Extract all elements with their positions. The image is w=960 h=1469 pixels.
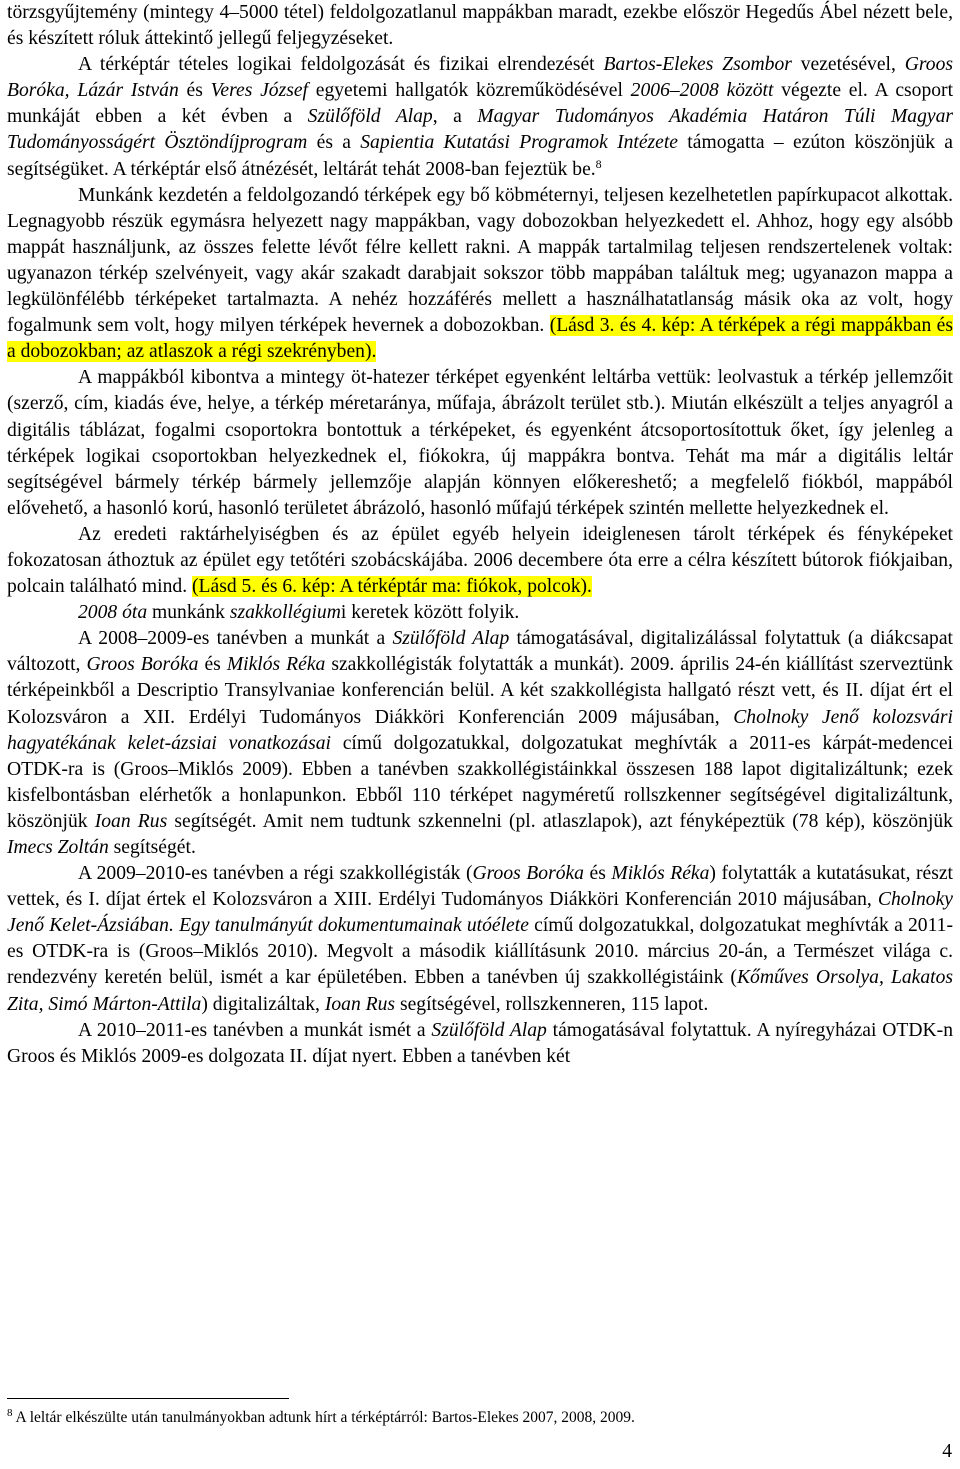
italic-text: Sapientia Kutatási Programok Intézete xyxy=(360,132,679,154)
italic-text: Ioan Rus xyxy=(324,993,396,1015)
italic-text: Magyar Tudományos Akadémia Határon Túli Magyar Tudományosságért Ösztöndíjprogram xyxy=(7,106,954,154)
text-run: egyetemi hallgatók közreműködésével xyxy=(307,80,631,102)
text-run: segítségét. Amit nem tudtunk szkennelni (pl. atlaszlapok), azt fényképeztük (78 kép), köszönjük xyxy=(167,810,953,832)
text-run: végezte el. A csoport munkáját ebben a két évben a xyxy=(7,80,954,128)
body-text xyxy=(7,0,953,1070)
text-run: és xyxy=(198,654,227,676)
italic-text: 2006–2008 között xyxy=(630,80,774,102)
footnote-number: 8 xyxy=(7,1407,13,1419)
highlighted-text: (Lásd 5. és 6. kép: A térképtár ma: fiókok, polcok). xyxy=(192,576,592,598)
text-run: támogatásával folytattuk. A nyíregyházai OTDK-n Groos és Miklós 2009-es dolgozata II. díjat nyert. Ebben a tanévben két xyxy=(7,1019,953,1067)
text-run: Munkánk kezdetén a feldolgozandó térképek egy bő köbméternyi, teljesen kezelhetetlen papírkupacot alkottak. Legnagyobb részük egymásra helyezett nagy mappákban, vagy dobozokban helyezkedett el. Ahhoz, hogy egy alsóbb mappát használjunk, az összes felette lévőt félre kellett rakni. A mappák tartalmilag teljesen rendszertelenek voltak: ugyanazon térkép szelvényeit, vagy akár szakadt darabjait sokszor több mappában találtuk meg; ugyanazon mappa a legkülönfélébb térképeket tartalmazta. A nehéz hozzáférés mellett a használhatatlanság másik oka az volt, hogy fogalmunk sem volt, hogy milyen térképek hevernek a dobozokban. xyxy=(7,184,953,337)
paragraph xyxy=(7,183,953,366)
paragraph xyxy=(7,1018,953,1070)
italic-text: Kőműves Orsolya, Lakatos Zita, Simó Márton-Attila xyxy=(7,967,953,1015)
italic-text: Imecs Zoltán xyxy=(7,837,109,858)
text-run: törzsgyűjtemény (mintegy 4–5000 tétel) feldolgozatlanul mappákban maradt, ezekbe először Hegedűs Ábel nézett bele, és készített róluk áttekintő jellegű feljegyzéseket. xyxy=(7,2,953,50)
text-run: A térképtár tételes logikai feldolgozását és fizikai elrendezését xyxy=(78,54,604,76)
paragraph xyxy=(7,861,953,1018)
italic-text: Miklós Réka xyxy=(226,654,326,676)
italic-text: Szülőföld Alap xyxy=(431,1019,547,1041)
italic-text: Miklós Réka xyxy=(611,863,710,885)
italic-text: Groos Boróka, Lázár István xyxy=(7,54,954,102)
italic-text: Groos Boróka xyxy=(86,654,199,676)
text-run: szakkollégisták folytatták a munkát). 2009. április 24-én kiállítást szerveztünk térképeinkből a Descriptio Transylvaniae konferencián belül. A két szakkollégista hallgató részt vett, és II. díjat ért el Kolozsváron a XII. Erdélyi Tudományos Diákköri Konferencián 2009 májusában, xyxy=(7,654,954,728)
text-run: Az eredeti raktárhelyiségben és az épület egyéb helyein ideiglenesen tárolt térképek és fényképeket fokozatosan áthoztuk az épület egy tetőtéri szobácskájába. 2006 decembere óta erre a célra készített bútorok fiókjaiban, polcain található mind. xyxy=(7,523,953,598)
paragraph xyxy=(7,626,953,861)
footnote-reference: 8 xyxy=(595,156,602,171)
italic-text: Szülőföld Alap xyxy=(392,628,510,650)
paragraph xyxy=(7,522,953,600)
page-number: 4 xyxy=(942,1441,952,1462)
text-run: munkánk xyxy=(147,602,230,624)
footnote-separator xyxy=(7,1398,289,1399)
text-run: vezetésével, xyxy=(791,54,905,76)
text-run: és xyxy=(583,863,612,885)
text-run: című dolgozatukkal, dolgozatukat meghívták a 2011-es kárpát-medencei OTDK-ra is (Groos–Miklós 2009). Ebben a tanévben szakkollégistáinkkal összesen 188 lapot digitalizáltunk; ezek kisfelbontásban elérhetők a honlapunkon. Ebből 110 térképet nagyméretű rollszkenner segítségével digitalizáltunk, köszönjük xyxy=(7,732,953,832)
footnote xyxy=(7,1408,953,1428)
text-run: támogatta – ezúton köszönjük a segítségüket. A térképtár első átnézését, leltárát tehát 2008-ban fejeztük be. xyxy=(7,132,954,180)
italic-text: 2008 óta xyxy=(78,602,148,624)
text-run: segítségével, rollszkenneren, 115 lapot. xyxy=(395,993,709,1015)
text-run: A mappákból kibontva a mintegy öt-hatezer térképet egyenként leltárba vettük: leolvastuk a térkép jellemzőit (szerző, cím, kiadás éve, helye, a térkép méretaránya, műfaja, ábrázolt terület stb.). Miután elkészült a teljes anyagról a digitális táblázat, fogalmi csoportokra bontottuk a térképeket, és egyenként átcsoportosítottuk őket, így jelenleg a térképek logikai csoportokban helyezkednek el, fiókokra, új mappákra bontva. Tehát ma már a digitális leltár segítségével bármely térkép bármely jellemzője alapján könnyen előkereshető; a megfelelő fiókból, mappából elővehető, a hasonló korú, hasonló területet ábrázoló, hasonló műfajú térképek szintén mellette helyezkednek el. xyxy=(7,367,953,519)
paragraph xyxy=(7,0,953,52)
italic-text: Cholnoky Jenő Kelet-Ázsiában. Egy tanulmányút dokumentumainak utóélete xyxy=(7,889,953,937)
italic-text: Veres József xyxy=(210,80,308,102)
text-run: támogatásával, digitalizálással folytattuk (a diákcsapat változott, xyxy=(7,628,953,676)
text-run: A 2010–2011-es tanévben a munkát ismét a xyxy=(78,1019,432,1041)
highlighted-text: (Lásd 3. és 4. kép: A térképek a régi mappákban és a dobozokban; az atlaszok a régi szekrényben). xyxy=(7,315,954,363)
text-run: ) folytatták a kutatásukat, részt vettek, és I. díjat értek el Kolozsváron a XIII. Erdélyi Tudományos Diákköri Konferencián 2010 májusában, xyxy=(7,863,953,911)
italic-text: Bartos-Elekes Zsombor xyxy=(603,54,792,76)
footnote-text: A leltár elkészülte után tanulmányokban adtunk hírt a térképtárról: Bartos-Elekes 2007, 2008, 2009. xyxy=(12,1409,635,1426)
text-run: A 2008–2009-es tanévben a munkát a xyxy=(78,628,393,650)
text-run: ) digitalizáltak, xyxy=(201,993,325,1015)
italic-text: szakkollégium xyxy=(229,602,341,624)
paragraph xyxy=(7,600,953,626)
italic-text: Cholnoky Jenő kolozsvári hagyatékának kelet-ázsiai vonatkozásai xyxy=(7,706,953,754)
text-run: segítségét. xyxy=(108,837,196,858)
text-run: , a xyxy=(432,106,478,128)
text-run: i keretek között folyik. xyxy=(340,602,520,624)
text-run: című dolgozatukkal, dolgozatukat meghívták a 2011-es OTDK-ra is (Groos–Miklós 2010). Megvolt a második kiállításunk 2010. március 20-án, a Természet világa c. rendezvény keretén belül, ismét a kar épületében. Ebben a tanévben új szakkollégistáink ( xyxy=(7,915,953,989)
text-run: és xyxy=(178,80,211,102)
italic-text: Groos Boróka xyxy=(472,863,584,885)
text-run: és a xyxy=(307,132,361,154)
text-run: A 2009–2010-es tanévben a régi szakkollégisták ( xyxy=(78,863,473,885)
italic-text: Szülőföld Alap xyxy=(307,106,433,128)
italic-text: Ioan Rus xyxy=(94,810,168,832)
paragraph xyxy=(7,365,953,522)
paragraph xyxy=(7,52,953,182)
